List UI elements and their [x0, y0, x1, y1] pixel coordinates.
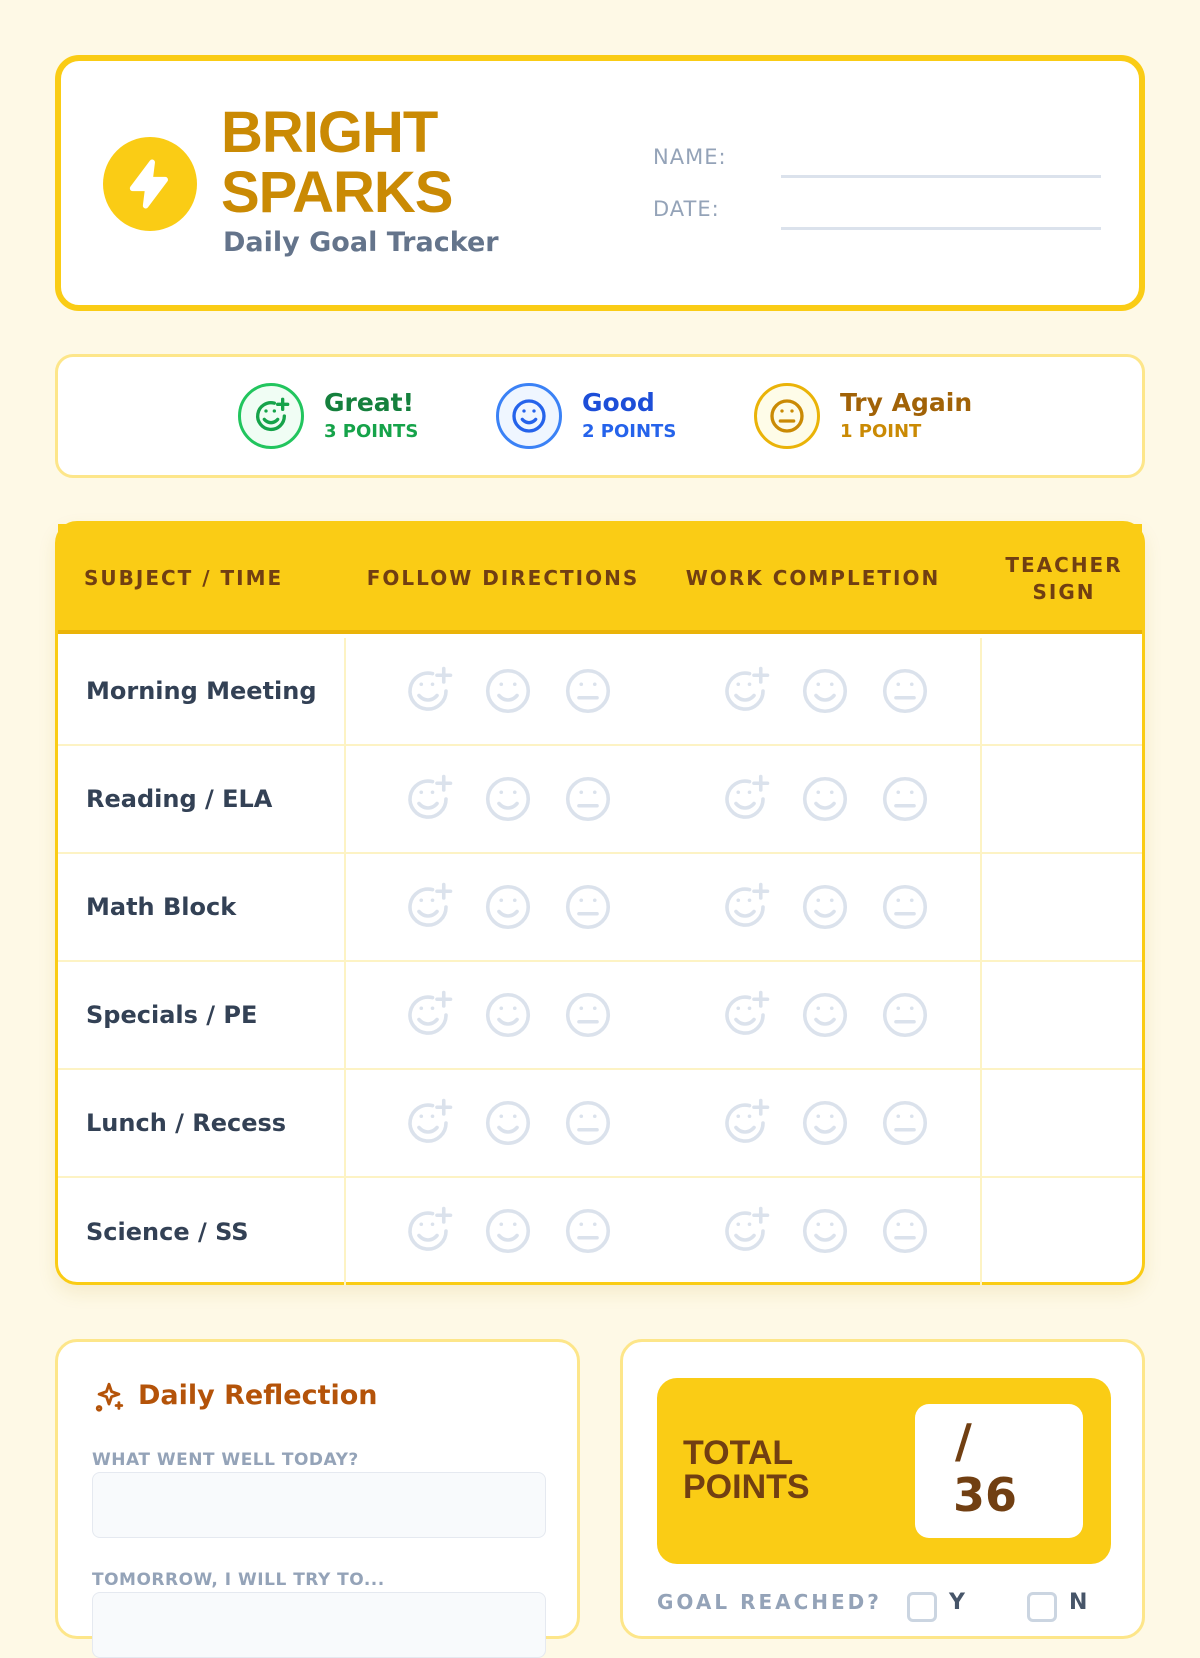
table-row	[58, 962, 1142, 1070]
follow-meh-icon[interactable]	[561, 1204, 615, 1258]
teacher-sign-cell[interactable]	[980, 854, 1148, 960]
subject-cell: Reading / ELA	[58, 746, 346, 852]
daily-reflection-card	[55, 1339, 580, 1639]
follow-smile-plus-icon[interactable]	[401, 1204, 455, 1258]
went-well-input[interactable]	[92, 1472, 546, 1538]
teacher-sign-cell[interactable]	[980, 1178, 1148, 1286]
smile-plus-icon	[238, 383, 304, 449]
subject-cell: Lunch / Recess	[58, 1070, 346, 1176]
work-smile-icon[interactable]	[798, 880, 852, 934]
follow-smile-icon[interactable]	[481, 988, 535, 1042]
follow-meh-icon[interactable]	[561, 880, 615, 934]
teacher-sign-cell[interactable]	[980, 1070, 1148, 1176]
follow-meh-icon[interactable]	[561, 1096, 615, 1150]
name-label: NAME:	[653, 145, 727, 169]
header-subject: SUBJECT / TIME	[84, 566, 284, 590]
follow-smile-plus-icon[interactable]	[401, 772, 455, 826]
table-row	[58, 638, 1142, 746]
brand-line-2: SPARKS	[221, 160, 453, 225]
follow-smile-plus-icon[interactable]	[401, 1096, 455, 1150]
goal-reached-label: GOAL REACHED?	[657, 1590, 882, 1614]
reflection-question-2: TOMORROW, I WILL TRY TO...	[92, 1570, 385, 1590]
follow-smile-icon[interactable]	[481, 664, 535, 718]
subject-cell: Specials / PE	[58, 962, 346, 1068]
follow-smile-plus-icon[interactable]	[401, 664, 455, 718]
table-row	[58, 746, 1142, 854]
header-teacher-sign-line-2: SIGN	[1032, 580, 1096, 604]
subject-cell: Science / SS	[58, 1178, 346, 1286]
header-follow-directions: FOLLOW DIRECTIONS	[366, 566, 640, 590]
header-teacher-sign-line-1: TEACHER	[1005, 553, 1123, 577]
score-max: 36	[953, 1468, 1018, 1522]
teacher-sign-cell[interactable]	[980, 962, 1148, 1068]
work-smile-plus-icon[interactable]	[718, 880, 772, 934]
work-smile-plus-icon[interactable]	[718, 1096, 772, 1150]
follow-smile-plus-icon[interactable]	[401, 988, 455, 1042]
goal-no-checkbox[interactable]	[1027, 1592, 1057, 1622]
work-meh-icon[interactable]	[878, 1096, 932, 1150]
legend-try-again-points: 1 POINT	[840, 421, 922, 442]
legend-good-points: 2 POINTS	[582, 421, 677, 442]
header-work-completion: WORK COMPLETION	[685, 566, 941, 590]
date-field[interactable]	[781, 227, 1101, 230]
teacher-sign-cell[interactable]	[980, 746, 1148, 852]
work-meh-icon[interactable]	[878, 664, 932, 718]
goal-yes-label: Y	[949, 1590, 965, 1615]
table-row	[58, 1178, 1142, 1286]
follow-smile-icon[interactable]	[481, 880, 535, 934]
header-card	[55, 55, 1145, 311]
total-points-card	[620, 1339, 1145, 1639]
legend-great-label: Great!	[324, 388, 415, 417]
name-field[interactable]	[781, 175, 1101, 178]
teacher-sign-cell[interactable]	[980, 638, 1148, 744]
work-smile-plus-icon[interactable]	[718, 664, 772, 718]
subject-cell: Math Block	[58, 854, 346, 960]
follow-meh-icon[interactable]	[561, 988, 615, 1042]
goal-no-label: N	[1069, 1590, 1088, 1615]
follow-smile-icon[interactable]	[481, 772, 535, 826]
reflection-question-1: WHAT WENT WELL TODAY?	[92, 1450, 359, 1470]
page-subtitle: Daily Goal Tracker	[223, 227, 499, 258]
total-label-line-1: TOTAL	[683, 1434, 794, 1472]
points-legend	[55, 354, 1145, 478]
work-meh-icon[interactable]	[878, 1204, 932, 1258]
tomorrow-input[interactable]	[92, 1592, 546, 1658]
sparkles-icon	[92, 1380, 126, 1418]
work-smile-icon[interactable]	[798, 1204, 852, 1258]
total-label-line-2: POINTS	[683, 1468, 810, 1506]
work-smile-icon[interactable]	[798, 772, 852, 826]
work-meh-icon[interactable]	[878, 880, 932, 934]
goal-yes-checkbox[interactable]	[907, 1592, 937, 1622]
total-points-box	[657, 1378, 1111, 1564]
table-row	[58, 1070, 1142, 1178]
follow-meh-icon[interactable]	[561, 664, 615, 718]
date-label: DATE:	[653, 197, 720, 221]
legend-great-points: 3 POINTS	[324, 421, 419, 442]
legend-try-again	[754, 383, 972, 449]
legend-try-again-label: Try Again	[840, 388, 973, 417]
brand-title	[221, 100, 581, 225]
work-smile-plus-icon[interactable]	[718, 1204, 772, 1258]
follow-smile-icon[interactable]	[481, 1096, 535, 1150]
score-slash: /	[955, 1414, 972, 1468]
reflection-title: Daily Reflection	[138, 1380, 378, 1411]
subject-cell: Morning Meeting	[58, 638, 346, 744]
legend-good	[496, 383, 676, 449]
brand-line-1: BRIGHT	[221, 100, 438, 165]
legend-great	[238, 383, 418, 449]
smile-icon	[496, 383, 562, 449]
follow-smile-plus-icon[interactable]	[401, 880, 455, 934]
score-field[interactable]	[915, 1404, 1083, 1538]
work-smile-plus-icon[interactable]	[718, 772, 772, 826]
lightning-bolt-icon	[103, 137, 197, 231]
work-meh-icon[interactable]	[878, 988, 932, 1042]
legend-good-label: Good	[582, 388, 655, 417]
work-smile-icon[interactable]	[798, 988, 852, 1042]
follow-meh-icon[interactable]	[561, 772, 615, 826]
follow-smile-icon[interactable]	[481, 1204, 535, 1258]
work-smile-plus-icon[interactable]	[718, 988, 772, 1042]
work-smile-icon[interactable]	[798, 1096, 852, 1150]
work-meh-icon[interactable]	[878, 772, 932, 826]
header-teacher-sign	[980, 552, 1148, 606]
meh-icon	[754, 383, 820, 449]
work-smile-icon[interactable]	[798, 664, 852, 718]
goal-table	[55, 521, 1145, 1285]
total-points-label	[683, 1436, 863, 1504]
table-row	[58, 854, 1142, 962]
table-header	[58, 524, 1142, 634]
